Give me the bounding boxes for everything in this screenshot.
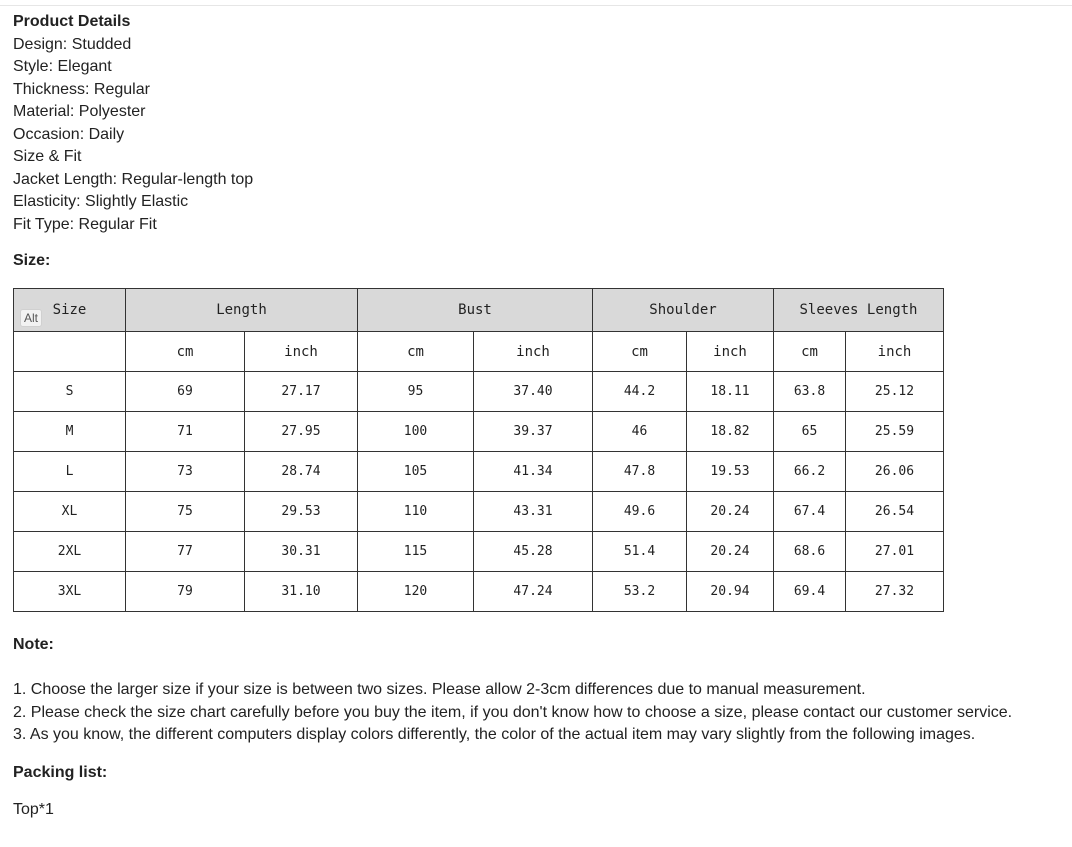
- table-row: [14, 492, 944, 532]
- note-item: 2. Please check the size chart carefully before you buy the item, if you don't know how to choose a size, please contact our customer service.: [13, 703, 1013, 721]
- top-divider: [0, 5, 1072, 6]
- size-heading: Size:: [13, 252, 51, 269]
- note-item: 3. As you know, the different computers display colors differently, the color of the actual item may vary slightly from the following images.: [13, 726, 976, 743]
- size-label-cell: S: [14, 372, 126, 412]
- measurement-cell: 73: [126, 452, 245, 492]
- product-details: [13, 11, 253, 236]
- measurement-cell: 51.4: [593, 532, 687, 572]
- size-label-cell: 2XL: [14, 532, 126, 572]
- product-details-heading: Product Details: [13, 13, 131, 30]
- measurement-cell: 95: [358, 372, 474, 412]
- measurement-cell: 46: [593, 412, 687, 452]
- size-label-cell: M: [14, 412, 126, 452]
- detail-line: Occasion: Daily: [13, 125, 125, 143]
- measurement-cell: 20.24: [687, 532, 774, 572]
- measurement-cell: 29.53: [245, 492, 358, 532]
- measurement-cell: 110: [358, 492, 474, 532]
- measurement-cell: 25.59: [846, 412, 944, 452]
- measurement-cell: 71: [126, 412, 245, 452]
- unit-cell: inch: [687, 332, 774, 372]
- table-row: [14, 412, 944, 452]
- measurement-cell: 65: [774, 412, 846, 452]
- notes-list: [13, 679, 1068, 747]
- detail-line: Jacket Length: Regular-length top: [13, 170, 254, 188]
- unit-cell: inch: [846, 332, 944, 372]
- measurement-cell: 115: [358, 532, 474, 572]
- measurement-cell: 20.94: [687, 572, 774, 612]
- measurement-cell: 28.74: [245, 452, 358, 492]
- unit-cell: inch: [245, 332, 358, 372]
- measurement-cell: 19.53: [687, 452, 774, 492]
- packing-list-heading: Packing list:: [13, 764, 108, 781]
- measurement-cell: 27.17: [245, 372, 358, 412]
- measurement-cell: 45.28: [474, 532, 593, 572]
- measurement-cell: 75: [126, 492, 245, 532]
- header-sleeves-length: Sleeves Length: [774, 289, 944, 332]
- measurement-cell: 49.6: [593, 492, 687, 532]
- measurement-cell: 41.34: [474, 452, 593, 492]
- header-size-label: Size: [52, 302, 87, 318]
- measurement-cell: 39.37: [474, 412, 593, 452]
- detail-line: Size & Fit: [13, 148, 82, 165]
- units-blank-cell: [14, 332, 126, 372]
- detail-line: Design: Studded: [13, 35, 132, 53]
- detail-line: Elasticity: Slightly Elastic: [13, 193, 189, 210]
- measurement-cell: 67.4: [774, 492, 846, 532]
- measurement-cell: 18.82: [687, 412, 774, 452]
- measurement-cell: 68.6: [774, 532, 846, 572]
- table-row: [14, 572, 944, 612]
- header-length: Length: [126, 289, 358, 332]
- size-label-cell: 3XL: [14, 572, 126, 612]
- measurement-cell: 31.10: [245, 572, 358, 612]
- alt-badge[interactable]: Alt: [20, 309, 42, 327]
- measurement-cell: 44.2: [593, 372, 687, 412]
- measurement-cell: 100: [358, 412, 474, 452]
- measurement-cell: 47.8: [593, 452, 687, 492]
- unit-cell: cm: [593, 332, 687, 372]
- measurement-cell: 105: [358, 452, 474, 492]
- measurement-cell: 63.8: [774, 372, 846, 412]
- size-chart-table: [13, 288, 944, 612]
- measurement-cell: 53.2: [593, 572, 687, 612]
- measurement-cell: 27.32: [846, 572, 944, 612]
- measurement-cell: 79: [126, 572, 245, 612]
- header-shoulder: Shoulder: [593, 289, 774, 332]
- detail-line: Thickness: Regular: [13, 80, 150, 98]
- unit-cell: cm: [774, 332, 846, 372]
- note-heading: Note:: [13, 636, 54, 653]
- measurement-cell: 30.31: [245, 532, 358, 572]
- measurement-cell: 69.4: [774, 572, 846, 612]
- measurement-cell: 26.54: [846, 492, 944, 532]
- measurement-cell: 20.24: [687, 492, 774, 532]
- measurement-cell: 47.24: [474, 572, 593, 612]
- table-row: [14, 372, 944, 412]
- detail-line: Style: Elegant: [13, 58, 112, 75]
- size-label-cell: L: [14, 452, 126, 492]
- measurement-cell: 69: [126, 372, 245, 412]
- unit-cell: cm: [358, 332, 474, 372]
- measurement-cell: 66.2: [774, 452, 846, 492]
- measurement-cell: 27.01: [846, 532, 944, 572]
- measurement-cell: 120: [358, 572, 474, 612]
- measurement-cell: 37.40: [474, 372, 593, 412]
- measurement-cell: 77: [126, 532, 245, 572]
- table-row: [14, 532, 944, 572]
- table-row: [14, 452, 944, 492]
- measurement-cell: 18.11: [687, 372, 774, 412]
- packing-list-item: Top*1: [13, 801, 54, 818]
- table-header-row: [14, 289, 944, 332]
- unit-cell: inch: [474, 332, 593, 372]
- header-size: [14, 289, 126, 332]
- measurement-cell: 25.12: [846, 372, 944, 412]
- measurement-cell: 26.06: [846, 452, 944, 492]
- unit-cell: cm: [126, 332, 245, 372]
- note-item: 1. Choose the larger size if your size is between two sizes. Please allow 2-3cm differences due to manual measurement.: [13, 681, 866, 698]
- size-label-cell: XL: [14, 492, 126, 532]
- header-bust: Bust: [358, 289, 593, 332]
- measurement-cell: 43.31: [474, 492, 593, 532]
- detail-line: Fit Type: Regular Fit: [13, 215, 157, 233]
- detail-line: Material: Polyester: [13, 103, 146, 120]
- measurement-cell: 27.95: [245, 412, 358, 452]
- table-units-row: [14, 332, 944, 372]
